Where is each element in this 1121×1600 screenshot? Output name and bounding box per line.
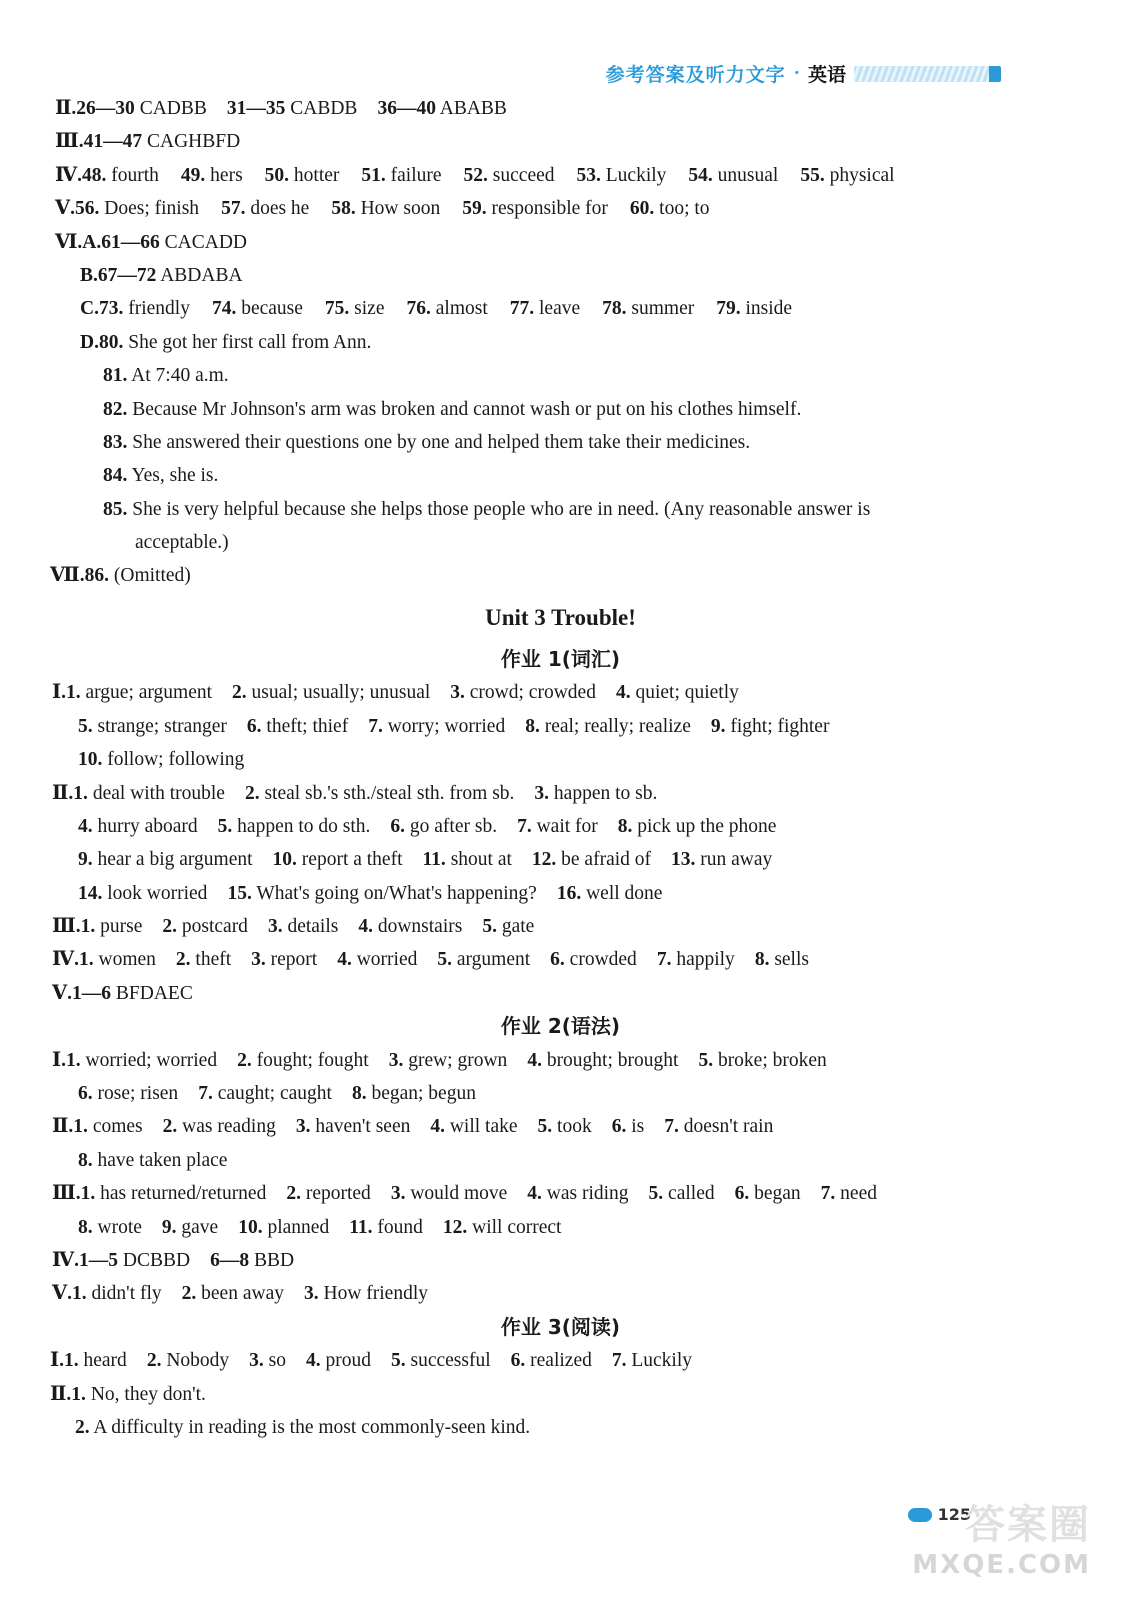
answer-line-text <box>55 192 710 225</box>
answer-line <box>0 326 1121 359</box>
answer-line <box>0 1344 1121 1377</box>
answer-line <box>0 1211 1121 1244</box>
answer-line <box>0 259 1121 292</box>
answer-item: 7. Luckily <box>611 1350 693 1372</box>
answer-line-text <box>78 1211 561 1244</box>
answer-item: 84. Yes, she is. <box>103 465 219 487</box>
answer-item: Ⅲ.41—47 CAGHBFD <box>55 131 241 153</box>
answer-item: 2. postcard <box>162 916 248 938</box>
answer-line <box>0 877 1121 910</box>
answer-item: Ⅱ.26—30 CADBB <box>55 98 207 119</box>
answer-line <box>0 159 1121 192</box>
answer-line-text <box>103 359 229 392</box>
answer-line-text <box>80 326 371 359</box>
answer-line <box>0 393 1121 426</box>
answer-line-text <box>78 810 776 843</box>
answer-line <box>0 943 1121 976</box>
answer-line <box>0 1177 1121 1210</box>
answer-item: 49. hers <box>180 164 243 186</box>
answer-line-text <box>55 159 895 192</box>
answer-item: 7. need <box>820 1183 877 1205</box>
header-title: 参考答案及听力文字 <box>605 64 786 86</box>
answer-line <box>0 676 1121 709</box>
answer-item: Ⅱ.1. deal with trouble <box>52 782 225 804</box>
answer-item: 3. details <box>267 916 339 938</box>
answer-line-text <box>78 710 829 743</box>
unit-title: Unit 3 Trouble! <box>485 604 636 630</box>
answer-item: 81. At 7:40 a.m. <box>103 365 229 387</box>
answer-line <box>0 493 1121 526</box>
answer-item: 2. Nobody <box>146 1350 230 1372</box>
answer-line-text <box>80 292 792 325</box>
answer-item: 75. size <box>324 298 385 320</box>
answer-item: 3. report <box>251 949 318 971</box>
answer-line-text <box>50 1344 692 1377</box>
answer-item: Ⅴ.1—6 BFDAEC <box>52 982 193 1004</box>
answer-item: 51. failure <box>361 164 442 186</box>
answer-line <box>0 426 1121 459</box>
answer-line-text <box>55 92 507 125</box>
answer-item: 9. hear a big argument <box>78 849 253 871</box>
homework-title: 作业 3(阅读) <box>500 1314 621 1339</box>
homework-heading-row <box>0 1311 1121 1344</box>
unit-heading-row <box>0 593 1121 643</box>
answer-item: 4. worried <box>337 949 418 971</box>
answer-item: 2. A difficulty in reading is the most commonly-seen kind. <box>75 1416 531 1438</box>
answer-item: Ⅴ.1. didn't fly <box>52 1283 162 1305</box>
answer-item: Ⅵ.A.61—66 CACADD <box>55 231 247 253</box>
answer-item: 74. because <box>211 298 303 320</box>
answer-item: 8. wrote <box>78 1216 142 1238</box>
answer-item: 9. gave <box>161 1216 219 1238</box>
answer-line <box>0 226 1121 259</box>
homework-title: 作业 1(词汇) <box>500 646 621 671</box>
answer-line <box>0 810 1121 843</box>
answer-item: 5. took <box>537 1116 592 1138</box>
answer-item: 4. downstairs <box>358 916 463 938</box>
answer-item: 10. planned <box>238 1216 330 1238</box>
homework-heading-row <box>0 643 1121 676</box>
answer-item: 7. caught; caught <box>198 1083 332 1105</box>
answer-item: 6—8 BBD <box>210 1249 295 1271</box>
answer-line-text <box>103 459 218 492</box>
answer-line-text <box>52 1110 773 1143</box>
answer-item: 10. follow; following <box>78 749 245 771</box>
answer-line <box>0 1077 1121 1110</box>
answer-item: B.67—72 ABDABA <box>80 264 243 286</box>
answer-item: 8. real; really; realize <box>525 715 691 737</box>
answer-item: 6. began <box>734 1183 801 1205</box>
answer-item: 6. rose; risen <box>78 1083 179 1105</box>
answer-line-text <box>52 943 809 976</box>
answer-item: Ⅳ.1. women <box>52 949 156 971</box>
answer-line-text <box>52 676 739 709</box>
answer-item: 7. doesn't rain <box>664 1116 774 1138</box>
answer-item: 7. happily <box>656 949 735 971</box>
answer-line <box>0 1044 1121 1077</box>
answer-line <box>0 977 1121 1010</box>
answer-line <box>0 1110 1121 1143</box>
page-header <box>606 60 1001 87</box>
header-separator: · <box>793 62 800 84</box>
answer-item: 52. succeed <box>463 164 555 186</box>
answer-item: Ⅳ.48. fourth <box>55 164 159 186</box>
answer-content <box>0 92 1121 1444</box>
answer-item: 11. shout at <box>422 849 512 871</box>
answer-item: 79. inside <box>716 298 793 320</box>
homework-title: 作业 2(语法) <box>500 1014 621 1039</box>
answer-item: 85. She is very helpful because she helps those people who are in need. (Any reasonable answer is <box>103 498 871 520</box>
watermark-bottom: MXQE.COM <box>912 1550 1091 1580</box>
answer-line <box>0 843 1121 876</box>
answer-item: 55. physical <box>800 164 895 186</box>
answer-line <box>0 359 1121 392</box>
answer-item: 58. How soon <box>331 198 441 220</box>
answer-line-text <box>78 877 662 910</box>
answer-item: acceptable.) <box>135 532 229 554</box>
answer-line-text <box>52 1244 294 1277</box>
answer-line-text <box>52 910 534 943</box>
answer-item: 2. theft <box>175 949 232 971</box>
answer-line-text <box>75 1411 530 1444</box>
answer-item: D.80. She got her first call from Ann. <box>80 331 372 353</box>
answer-item: 6. go after sb. <box>390 815 498 837</box>
answer-item: 2. was reading <box>162 1116 276 1138</box>
answer-item: 36—40 ABABB <box>377 98 507 119</box>
answer-line <box>0 559 1121 592</box>
answer-item: 6. is <box>611 1116 645 1138</box>
answer-item: 15. What's going on/What's happening? <box>227 882 537 904</box>
answer-item: 12. be afraid of <box>531 849 652 871</box>
answer-item: Ⅱ.1. comes <box>52 1116 143 1138</box>
answer-item: 3. haven't seen <box>295 1116 411 1138</box>
answer-line-text <box>78 1077 476 1110</box>
answer-item: 77. leave <box>509 298 581 320</box>
answer-line <box>0 1144 1121 1177</box>
answer-line-text <box>103 393 801 426</box>
answer-item: 7. worry; worried <box>368 715 506 737</box>
answer-item: 3. would move <box>390 1183 508 1205</box>
homework-heading-row <box>0 1010 1121 1043</box>
answer-item: 78. summer <box>602 298 695 320</box>
answer-item: 5. broke; broken <box>698 1049 827 1071</box>
answer-item: 16. well done <box>556 882 663 904</box>
answer-item: Ⅶ.86. (Omitted) <box>50 565 191 587</box>
answer-item: Ⅳ.1—5 DCBBD <box>52 1249 191 1271</box>
answer-item: 2. usual; usually; unusual <box>232 682 431 704</box>
answer-item: 9. fight; fighter <box>710 715 830 737</box>
answer-line <box>0 1277 1121 1310</box>
answer-item: Ⅴ.56. Does; finish <box>55 198 200 220</box>
answer-item: 11. found <box>349 1216 423 1238</box>
answer-item: 8. pick up the phone <box>617 815 777 837</box>
header-subject: 英语 <box>807 64 846 86</box>
answer-item: 4. hurry aboard <box>78 815 198 837</box>
answer-item: 4. will take <box>430 1116 518 1138</box>
answer-item: 50. hotter <box>264 164 340 186</box>
answer-item: 13. run away <box>671 849 773 871</box>
answer-item: 5. argument <box>437 949 531 971</box>
answer-item: 59. responsible for <box>462 198 608 220</box>
answer-line-text <box>52 1277 428 1310</box>
answer-line <box>0 1378 1121 1411</box>
answer-item: 7. wait for <box>517 815 598 837</box>
answer-item: 8. have taken place <box>78 1149 228 1171</box>
answer-item: 4. proud <box>306 1350 371 1372</box>
answer-line-text <box>80 259 243 292</box>
answer-line-text <box>52 1177 877 1210</box>
answer-item: 2. reported <box>286 1183 371 1205</box>
answer-line <box>0 1411 1121 1444</box>
answer-item: 3. grew; grown <box>388 1049 508 1071</box>
answer-line <box>0 192 1121 225</box>
answer-line <box>0 710 1121 743</box>
answer-line-text <box>78 743 244 776</box>
answer-item: 6. crowded <box>550 949 637 971</box>
answer-line-text <box>55 226 247 259</box>
answer-item: 6. realized <box>510 1350 592 1372</box>
answer-item: 5. strange; stranger <box>78 715 227 737</box>
answer-line-text <box>52 1044 827 1077</box>
answer-line-text <box>50 1378 206 1411</box>
answer-item: Ⅱ.1. No, they don't. <box>50 1383 206 1405</box>
answer-item: 31—35 CABDB <box>226 98 358 119</box>
answer-line <box>0 910 1121 943</box>
answer-item: 3. so <box>249 1350 286 1372</box>
answer-line-text <box>78 843 772 876</box>
answer-item: 4. quiet; quietly <box>615 682 739 704</box>
answer-item: Ⅰ.1. argue; argument <box>52 682 213 704</box>
page-number: 125 <box>937 1505 971 1524</box>
answer-item: 3. How friendly <box>303 1283 429 1305</box>
answer-line-text <box>52 777 657 810</box>
answer-item: 8. sells <box>754 949 809 971</box>
answer-line-text <box>52 977 193 1010</box>
answer-item: 3. crowd; crowded <box>450 682 596 704</box>
answer-line <box>0 526 1121 559</box>
answer-line-text <box>103 493 870 526</box>
answer-line <box>0 292 1121 325</box>
answer-item: 8. began; begun <box>351 1083 476 1105</box>
answer-line <box>0 92 1121 125</box>
watermark-logo <box>912 1493 1091 1580</box>
answer-item: 4. was riding <box>527 1183 629 1205</box>
answer-item: 82. Because Mr Johnson's arm was broken and cannot wash or put on his clothes himself. <box>103 398 802 420</box>
answer-line <box>0 1244 1121 1277</box>
answer-line <box>0 743 1121 776</box>
answer-line-text <box>103 426 750 459</box>
answer-line <box>0 125 1121 158</box>
answer-item: 6. theft; thief <box>246 715 349 737</box>
answer-line-text <box>55 125 240 158</box>
answer-item: Ⅲ.1. has returned/returned <box>52 1183 267 1205</box>
answer-item: 5. gate <box>482 916 535 938</box>
answer-item: C.73. friendly <box>80 298 190 320</box>
answer-item: 14. look worried <box>78 882 208 904</box>
answer-item: 5. happen to do sth. <box>217 815 371 837</box>
answer-item: 2. been away <box>181 1283 284 1305</box>
answer-line <box>0 777 1121 810</box>
answer-item: 60. too; to <box>629 198 710 220</box>
answer-item: 5. successful <box>391 1350 491 1372</box>
answer-item: 76. almost <box>406 298 488 320</box>
answer-item: 83. She answered their questions one by one and helped them take their medicines. <box>103 431 751 453</box>
answer-item: Ⅰ.1. heard <box>50 1350 127 1372</box>
answer-item: 54. unusual <box>688 164 779 186</box>
answer-item: 3. happen to sb. <box>534 782 658 804</box>
answer-item: Ⅲ.1. purse <box>52 916 143 938</box>
answer-line-text <box>78 1144 227 1177</box>
answer-item: 5. called <box>648 1183 715 1205</box>
watermark-top: 答案圈 <box>965 1502 1091 1548</box>
answer-item: 2. fought; fought <box>237 1049 369 1071</box>
answer-item: 4. brought; brought <box>527 1049 679 1071</box>
answer-line-text <box>50 559 191 592</box>
answer-item: Ⅰ.1. worried; worried <box>52 1049 218 1071</box>
header-decoration-bar <box>854 66 1001 82</box>
answer-item: 10. report a theft <box>272 849 403 871</box>
answer-item: 12. will correct <box>442 1216 562 1238</box>
answer-line <box>0 459 1121 492</box>
answer-item: 53. Luckily <box>576 164 667 186</box>
answer-item: 2. steal sb.'s sth./steal sth. from sb. <box>244 782 515 804</box>
answer-item: 57. does he <box>221 198 310 220</box>
answer-line-text <box>135 526 229 559</box>
